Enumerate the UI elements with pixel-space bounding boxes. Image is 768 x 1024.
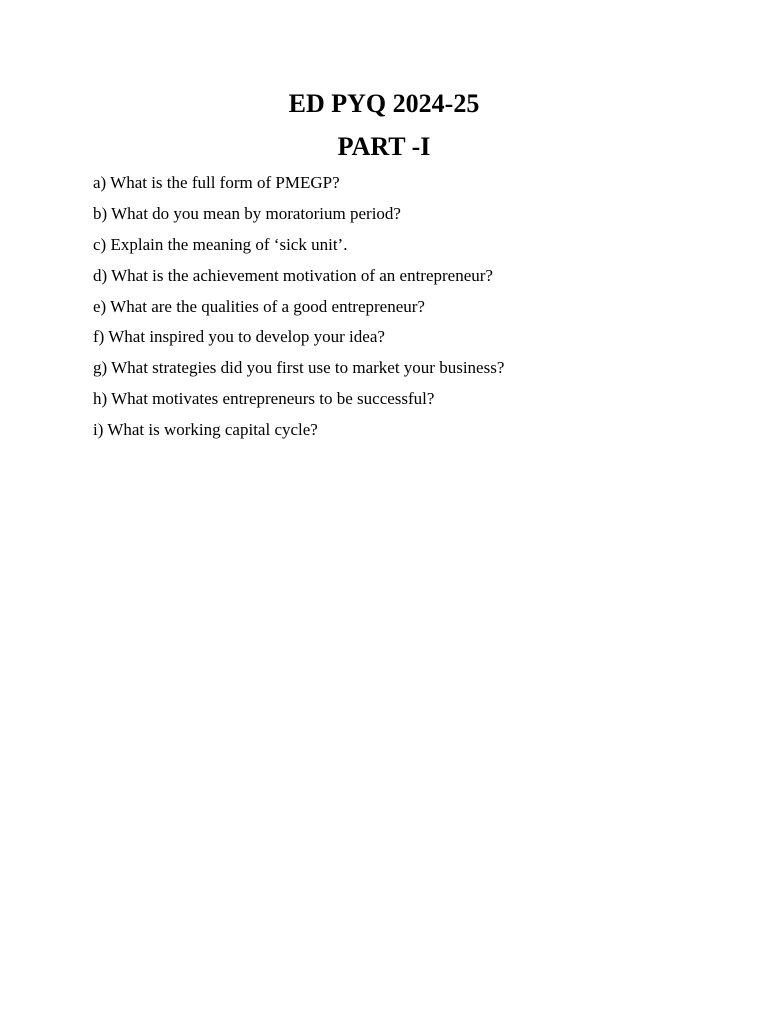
question-item: h) What motivates entrepreneurs to be successful? (93, 389, 435, 409)
question-item: i) What is working capital cycle? (93, 420, 318, 440)
document-title: ED PYQ 2024-25 (288, 89, 480, 118)
section-heading: PART -I (337, 132, 431, 161)
question-item: b) What do you mean by moratorium period? (93, 203, 401, 223)
question-item: f) What inspired you to develop your idea? (93, 327, 385, 347)
question-item: a) What is the full form of PMEGP? (93, 173, 340, 192)
question-item: g) What strategies did you first use to market your business? (93, 358, 505, 378)
question-item: e) What are the qualities of a good entrepreneur? (93, 296, 425, 316)
question-list (93, 172, 504, 450)
question-item: d) What is the achievement motivation of an entrepreneur? (93, 265, 493, 285)
question-item: c) Explain the meaning of ‘sick unit’. (93, 234, 348, 254)
